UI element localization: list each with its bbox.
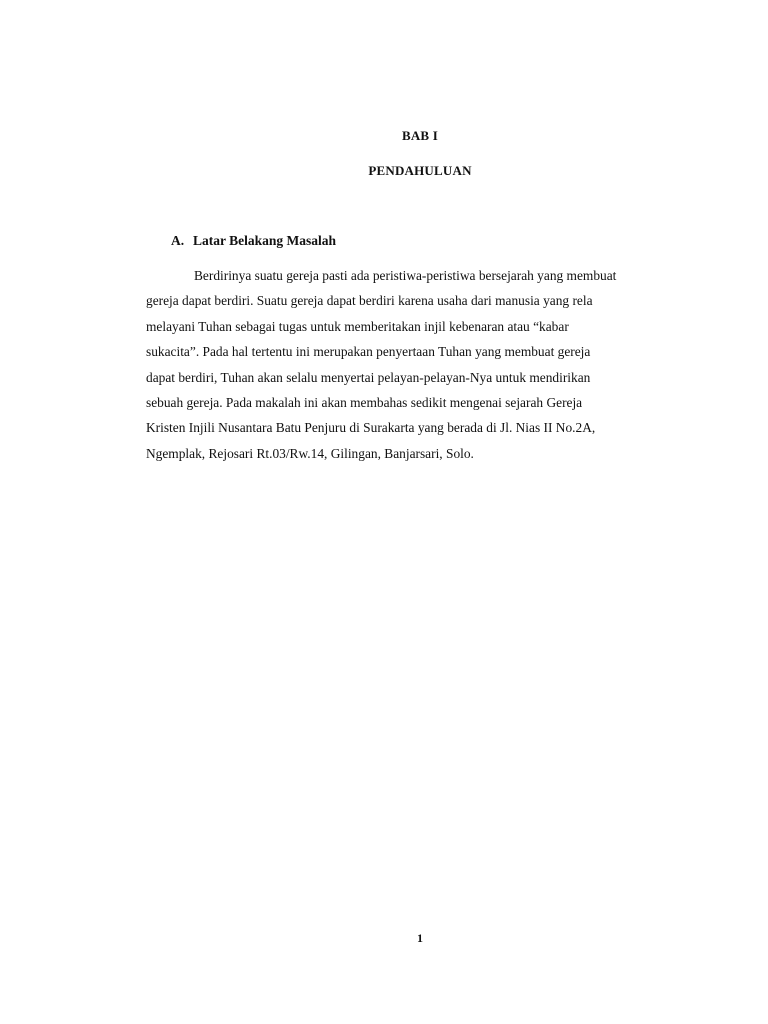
paragraph-line: sebuah gereja. Pada makalah ini akan membahas sedikit mengenai sejarah Gereja (146, 395, 583, 411)
paragraph-line: gereja dapat berdiri. Suatu gereja dapat berdiri karena usaha dari manusia yang rela (146, 293, 593, 309)
body-paragraph (146, 263, 676, 466)
paragraph-line: melayani Tuhan sebagai tugas untuk memberitakan injil kebenaran atau “kabar (146, 318, 569, 334)
paragraph-line: sukacita”. Pada hal tertentu ini merupakan penyertaan Tuhan yang membuat gereja (146, 344, 591, 360)
paragraph-line: dapat berdiri, Tuhan akan selalu menyertai pelayan-pelayan-Nya untuk mendirikan (146, 369, 591, 385)
paragraph-line: Berdirinya suatu gereja pasti ada peristiwa-peristiwa bersejarah yang membuat (194, 268, 617, 283)
chapter-number: BAB I (401, 128, 439, 143)
section-letter: A. (171, 233, 185, 248)
paragraph-line: Ngemplak, Rejosari Rt.03/Rw.14, Gilingan, Banjarsari, Solo. (146, 445, 474, 461)
chapter-title: PENDAHULUAN (368, 163, 472, 178)
section-heading (171, 233, 336, 249)
page-number: 1 (417, 931, 423, 945)
paragraph-line: Kristen Injili Nusantara Batu Penjuru di Surakarta yang berada di Jl. Nias II No.2A, (146, 420, 596, 436)
section-title: Latar Belakang Masalah (193, 233, 337, 248)
